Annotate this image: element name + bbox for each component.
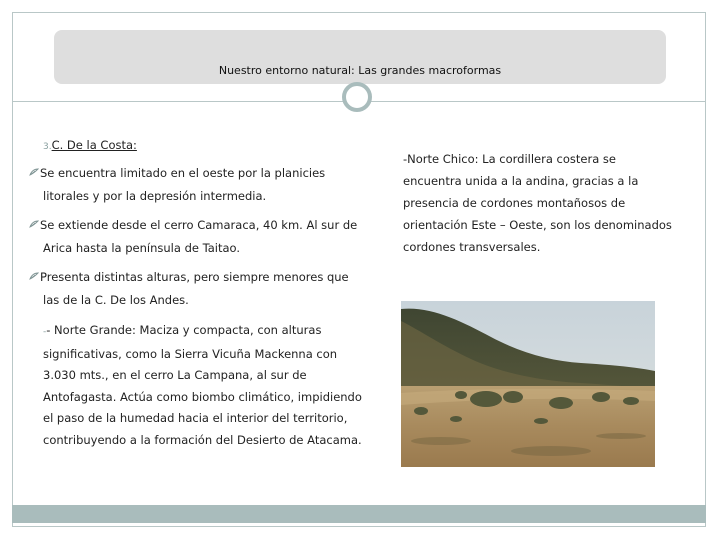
bullet-text: Se extiende desde el cerro Camaraca, 40 km. Al sur de Arica hasta la península de Taitao. [40, 218, 358, 255]
section-heading [43, 138, 363, 152]
norte-chico-paragraph [403, 148, 673, 258]
hillside-landscape-photo [401, 301, 655, 467]
bullet-list [40, 162, 363, 312]
landscape-image [401, 301, 655, 467]
norte-chico-text: -Norte Chico: La cordillera costera se encuentra unida a la andina, gracias a la presencia de cordones montañosos de orientación Este – Oeste, son los denominados cordones transversales. [403, 152, 672, 254]
bullet-text: Presenta distintas alturas, pero siempre menores que las de la C. De los Andes. [40, 270, 349, 307]
title-bar [54, 30, 666, 84]
section-heading-text: C. De la Costa: [51, 138, 137, 152]
feather-bullet-icon [29, 168, 39, 176]
list-item [40, 214, 363, 260]
footer-band [12, 505, 706, 523]
list-item [40, 266, 363, 312]
bullet-text: Se encuentra limitado en el oeste por la planicies litorales y por la depresión intermedia. [40, 166, 326, 203]
section-number: 3. [43, 142, 52, 152]
norte-grande-text: - Norte Grande: Maciza y compacta, con alturas significativas, como la Sierra Vicuña Mackenna con 3.030 mts., en el cerro La Campana, al sur de Antofagasta. Actúa como biombo climático, impidiendo el paso de la humedad hacia el interior del territorio, contribuyendo a la formación del Desierto de Atacama. [43, 323, 362, 447]
left-column [40, 138, 363, 312]
feather-bullet-icon [29, 272, 39, 280]
feather-bullet-icon [29, 220, 39, 228]
norte-grande-paragraph [43, 320, 363, 451]
ring-ornament-icon [342, 82, 372, 112]
list-item [40, 162, 363, 208]
dash-bullet: - [43, 327, 47, 337]
slide-title: Nuestro entorno natural: Las grandes macroformas [218, 64, 502, 77]
